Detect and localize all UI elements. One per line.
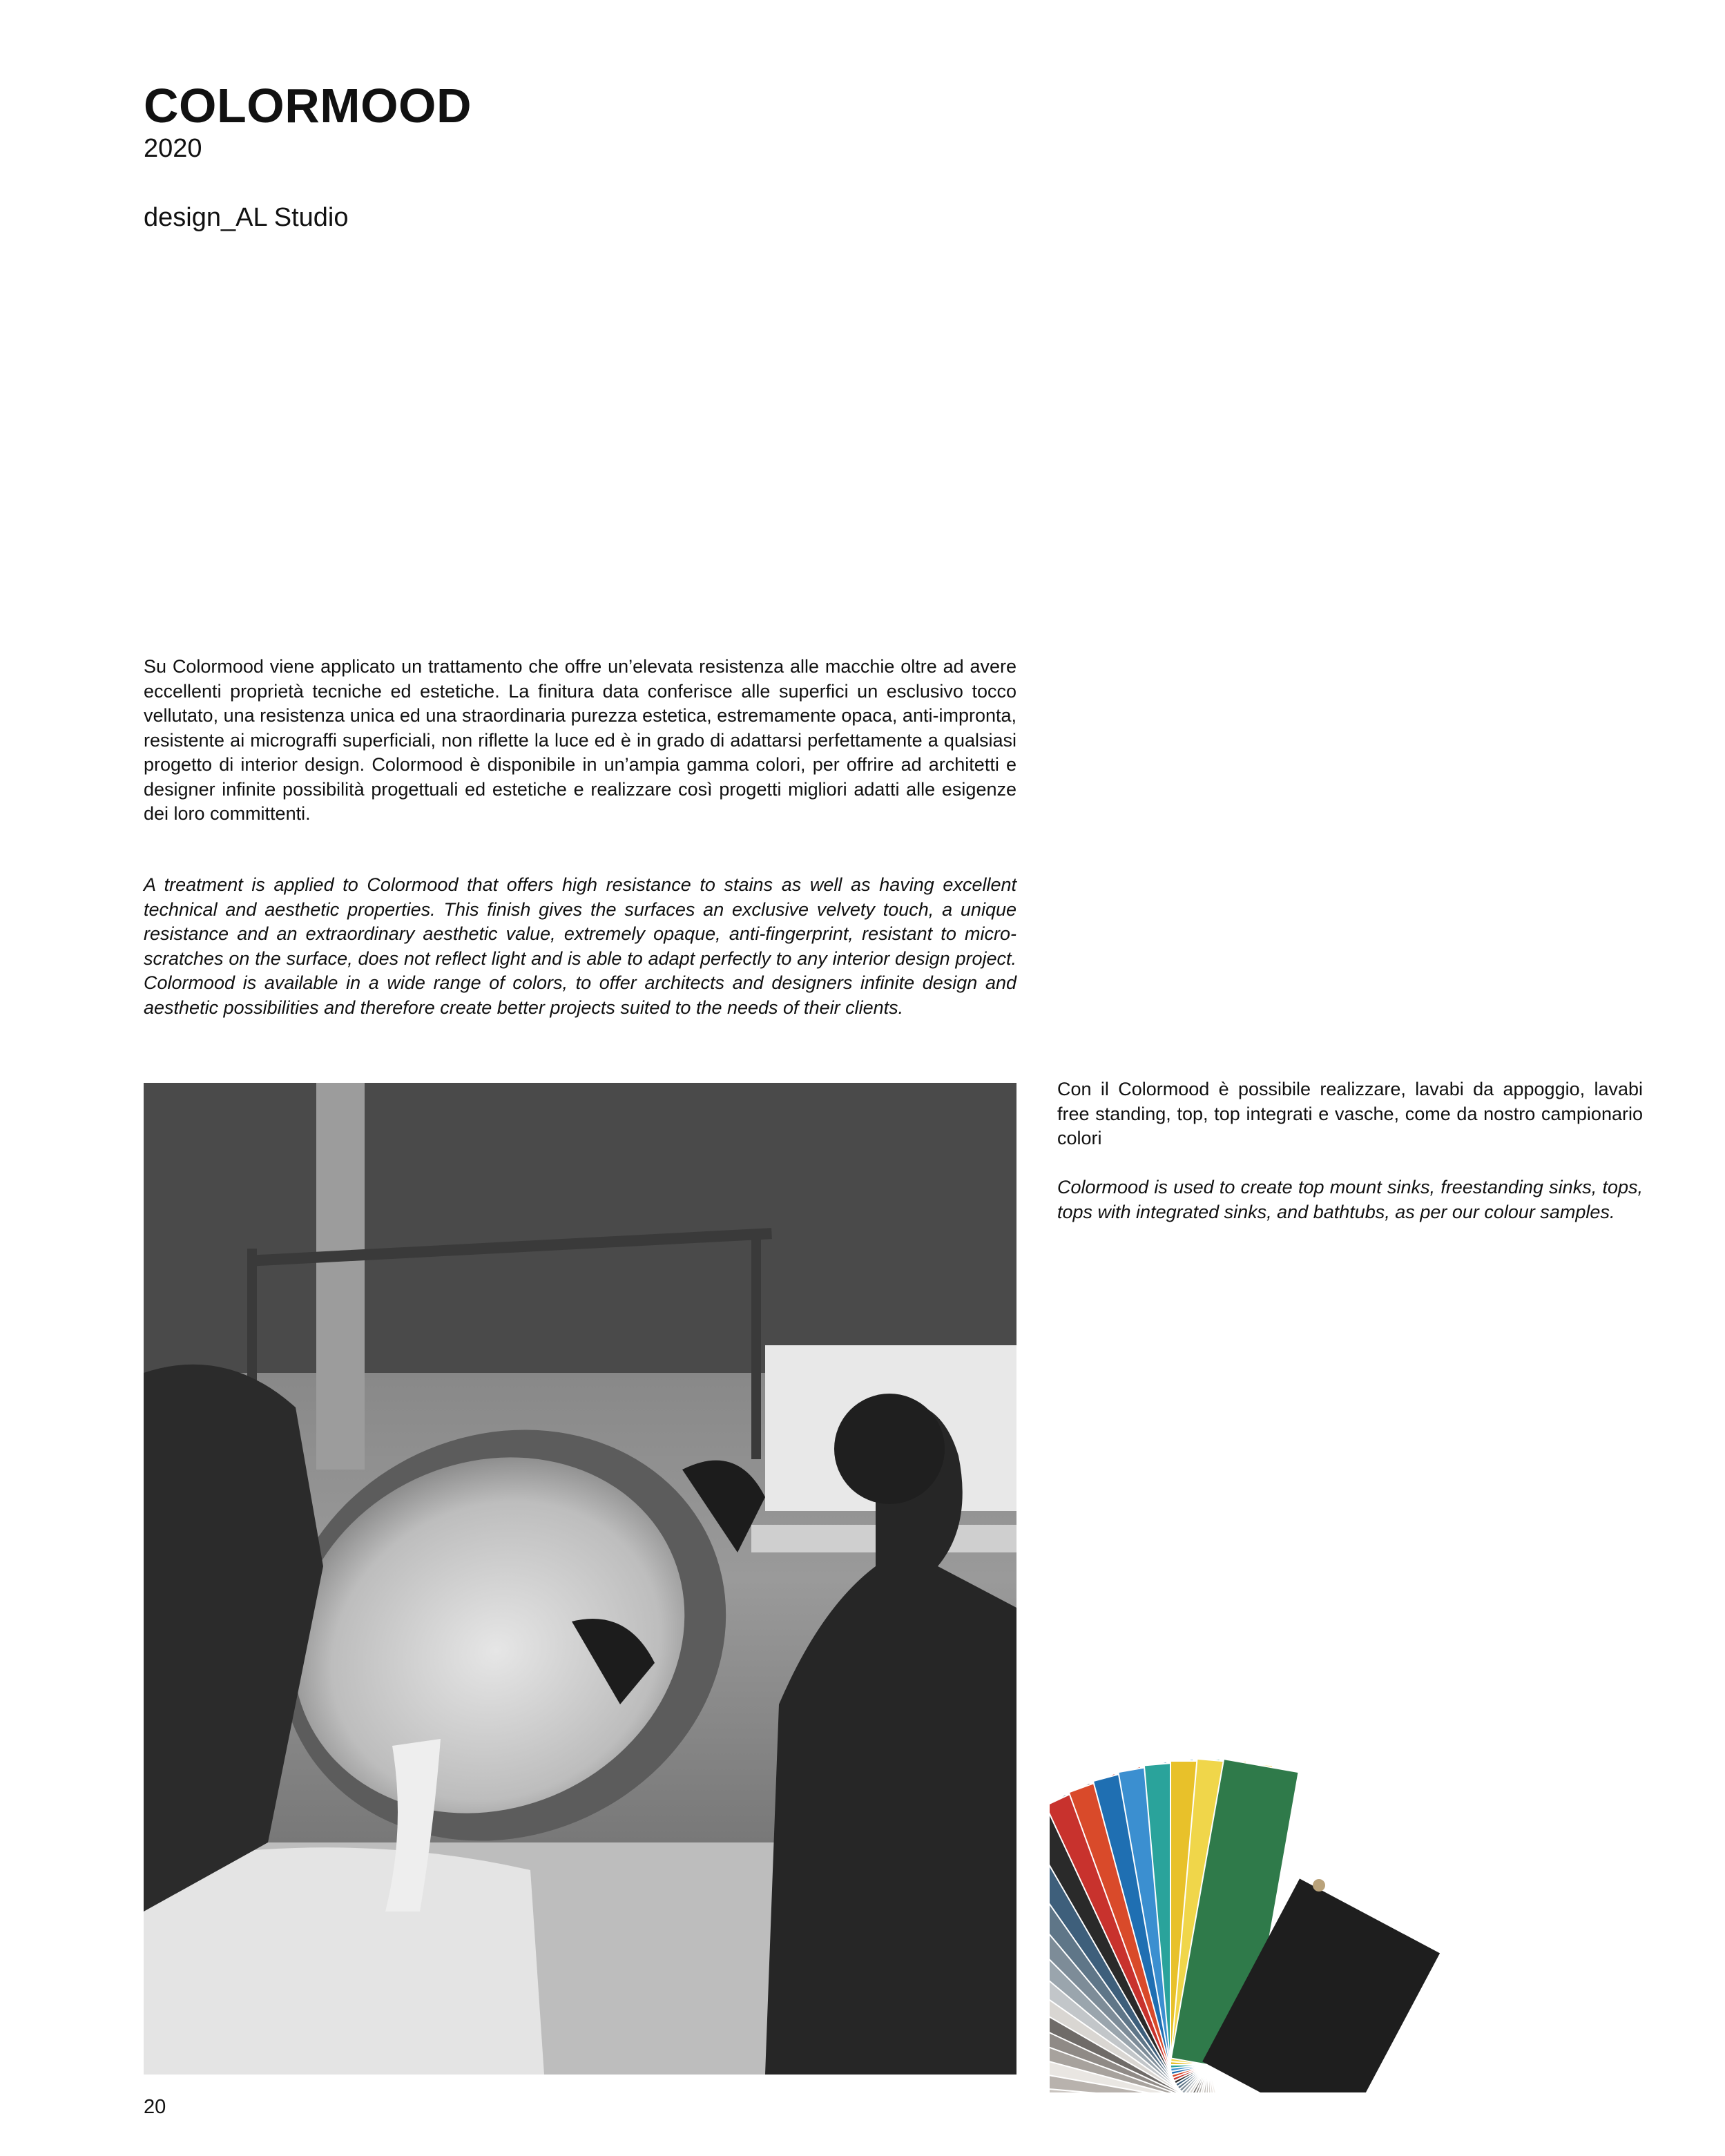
page-title: COLORMOOD [144, 79, 472, 133]
production-photo [144, 1083, 1016, 2075]
swatch-pin [1313, 1879, 1325, 1892]
page-number: 20 [144, 2096, 166, 2118]
color-swatch-fan [1050, 1678, 1464, 2092]
year-label: 2020 [144, 134, 202, 163]
description-italian: Su Colormood viene applicato un trattamento che offre un’elevata resistenza alle macchie oltre ad avere eccellenti proprietà tecniche ed estetiche. La finitura data conferisce alle superfici un esclusivo tocco vellutato, una resistenza unica ed una straordinaria purezza estetica, estremamente opaca, anti-impronta, resistente ai micrograffi superficiali, non riflette la luce ed è in grado di adattarsi perfettamente a qualsiasi progetto di interior design. Colormood è disponibile in un’ampia gamma colori, per offrire ad architetti e designer infinite possibilità progettuali ed estetiche e realizzare così progetti migliori adatti alle esigenze dei loro committenti. [144, 656, 1016, 824]
designer-credit: design_AL Studio [144, 203, 349, 232]
sidebar-text-italian: Con il Colormood è possibile realizzare, lavabi da appoggio, lavabi free standing, top, top integrati e vasche, come da nostro campionario colori [1057, 1079, 1643, 1148]
sidebar-text-english: Colormood is used to create top mount sinks, freestanding sinks, tops, tops with integrated sinks, and bathtubs, as per our colour samples. [1057, 1177, 1643, 1222]
description-english: A treatment is applied to Colormood that offers high resistance to stains as well as having excellent technical and aesthetic properties. This finish gives the surfaces an exclusive velvety touch, a unique resistance and an extraordinary aesthetic value, extremely opaque, anti-fingerprint, resistant to micro-scratches on the surface, does not reflect light and is able to adapt perfectly to any interior design project. Colormood is available in a wide range of colors, to offer architects and designers infinite design and aesthetic possibilities and therefore create better projects suited to the needs of their clients. [144, 874, 1016, 1018]
